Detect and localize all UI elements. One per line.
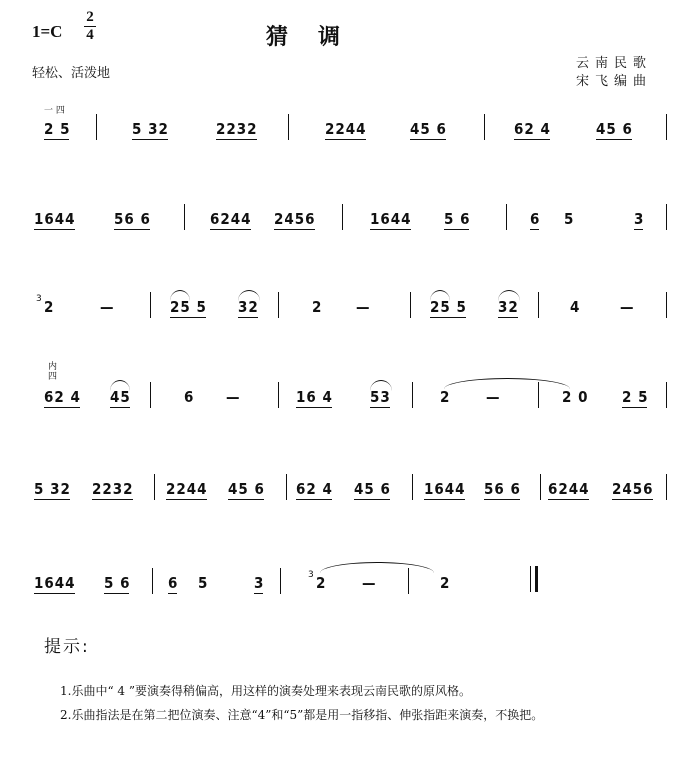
bar-line [666, 114, 667, 140]
note-group: 45 6 [228, 480, 265, 498]
note-group: 6 [184, 388, 195, 406]
note-group: 5 6 [104, 574, 131, 592]
bar-line [150, 382, 151, 408]
score-row-4 [40, 362, 670, 434]
note-group: 5 32 [132, 120, 169, 138]
note-group: 45 6 [354, 480, 391, 498]
note-group: 5 32 [34, 480, 71, 498]
fingering-mark: 四 [48, 372, 58, 382]
note-group: 2456 [274, 210, 316, 228]
bar-line [506, 204, 507, 230]
bar-line [540, 474, 541, 500]
hint-1: 1.乐曲中“ 4 ”要演奏得稍偏高，用这样的演奏处理来表现云南民歌的原风格。 [60, 684, 471, 698]
note-group: 6244 [548, 480, 590, 498]
score-row-2 [34, 196, 670, 256]
note-group: 32 [498, 298, 519, 316]
tie [320, 562, 434, 573]
note-group: 2 5 [622, 388, 649, 406]
bar-line [408, 568, 409, 594]
meter-bottom: 4 [86, 27, 94, 43]
note-group: 62 4 [514, 120, 551, 138]
bar-line [666, 382, 667, 408]
note-group: 6 [530, 210, 541, 228]
time-signature [84, 10, 96, 43]
hint-2: 2.乐曲指法是在第二把位演奏、注意“4”和“5”都是用一指移指、伸张指距来演奏，不换把。 [60, 708, 544, 722]
note-group: 25 5 [430, 298, 467, 316]
bar-line [286, 474, 287, 500]
note-group: 2 [440, 574, 451, 592]
final-bar-thick [535, 566, 538, 592]
meter-top: 2 [86, 9, 94, 25]
note-group: 62 4 [44, 388, 81, 406]
bar-line [666, 292, 667, 318]
bar-line [280, 568, 281, 594]
note-group: — [100, 298, 115, 316]
bar-line [96, 114, 97, 140]
hints-title: 提示: [44, 637, 90, 657]
bar-line [666, 204, 667, 230]
score-row-1 [40, 106, 670, 166]
bar-line [278, 382, 279, 408]
note-group: 2456 [612, 480, 654, 498]
note-group: 25 5 [170, 298, 207, 316]
note-group: 1644 [34, 574, 76, 592]
grace-note: 3 [36, 294, 42, 304]
note-group: 1644 [34, 210, 76, 228]
bar-line [152, 568, 153, 594]
bar-line [288, 114, 289, 140]
bar-line [342, 204, 343, 230]
note-group: 5 [198, 574, 209, 592]
note-group: — [486, 388, 501, 406]
bar-line [484, 114, 485, 140]
note-group: 2 5 [44, 120, 71, 138]
note-group: 2244 [166, 480, 208, 498]
note-group: 2 [44, 298, 55, 316]
bar-line [538, 382, 539, 408]
fingering-mark: 内 [48, 362, 58, 372]
note-group: — [620, 298, 635, 316]
tempo-marking: 轻松、活泼地 [32, 66, 111, 81]
bar-line [410, 292, 411, 318]
note-group: 2232 [92, 480, 134, 498]
note-group: 1644 [370, 210, 412, 228]
key-signature: 1=C [32, 22, 63, 41]
note-group: 56 6 [484, 480, 521, 498]
note-group: — [362, 574, 377, 592]
note-group: — [226, 388, 241, 406]
note-group: 16 4 [296, 388, 333, 406]
bar-line [184, 204, 185, 230]
bar-line [278, 292, 279, 318]
note-group: 2232 [216, 120, 258, 138]
credit-arranger: 宋飞编曲 [576, 74, 653, 89]
note-group: — [356, 298, 371, 316]
note-group: 56 6 [114, 210, 151, 228]
note-group: 4 [570, 298, 581, 316]
note-group: 3 [254, 574, 265, 592]
note-group: 2 0 [562, 388, 589, 406]
bar-line [150, 292, 151, 318]
score-row-6 [34, 560, 670, 620]
note-group: 6244 [210, 210, 252, 228]
note-group: 5 6 [444, 210, 471, 228]
bar-line [666, 474, 667, 500]
note-group: 53 [370, 388, 391, 406]
note-group: 5 [564, 210, 575, 228]
grace-note: 3 [308, 570, 314, 580]
note-group: 2 [440, 388, 451, 406]
note-group: 2 [316, 574, 327, 592]
note-group: 62 4 [296, 480, 333, 498]
note-group: 32 [238, 298, 259, 316]
score-row-5 [34, 466, 670, 526]
bar-line [154, 474, 155, 500]
note-group: 45 6 [596, 120, 633, 138]
final-bar-thin [530, 566, 531, 592]
note-group: 2 [312, 298, 323, 316]
bar-line [412, 474, 413, 500]
note-group: 45 [110, 388, 131, 406]
note-group: 2244 [325, 120, 367, 138]
note-group: 45 6 [410, 120, 447, 138]
note-group: 6 [168, 574, 179, 592]
bar-line [412, 382, 413, 408]
credit-origin: 云南民歌 [576, 56, 653, 71]
fingering-mark: 一 四 [44, 106, 65, 116]
page-title: 猜调 [266, 24, 371, 50]
note-group: 3 [634, 210, 645, 228]
bar-line [538, 292, 539, 318]
note-group: 1644 [424, 480, 466, 498]
score-row-3 [36, 284, 670, 344]
tie [444, 378, 570, 389]
